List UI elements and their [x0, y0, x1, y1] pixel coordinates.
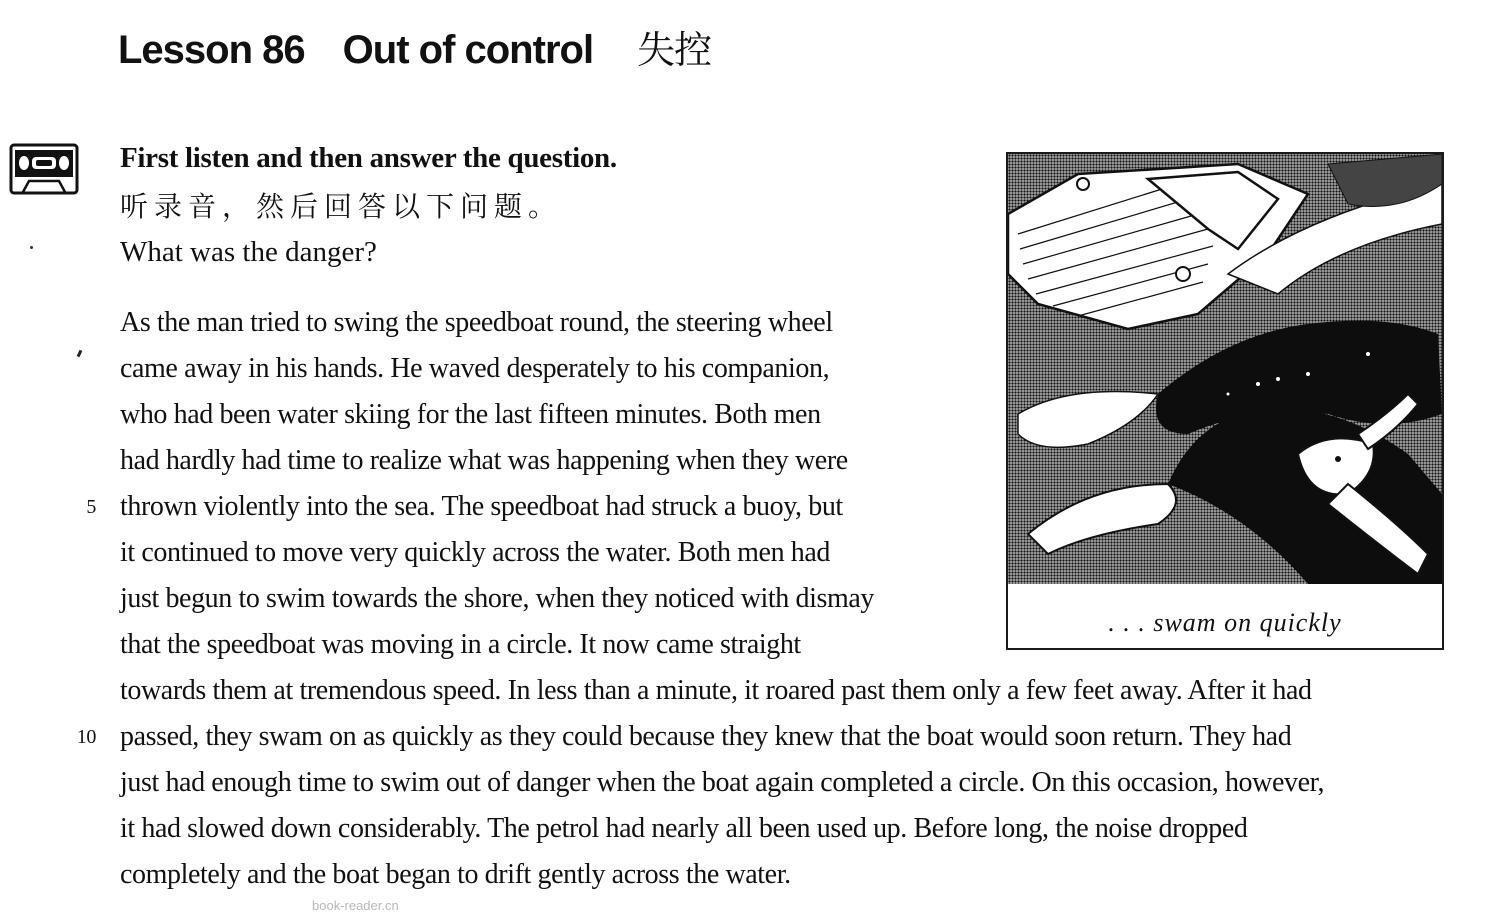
line-number: 10: [76, 726, 96, 748]
passage-line: As the man tried to swing the speedboat round, the steering wheel: [120, 307, 833, 338]
instruction-heading: First listen and then answer the question.: [120, 142, 617, 174]
passage-line: 5 thrown violently into the sea. The speedboat had struck a buoy, but: [120, 484, 843, 530]
lesson-title-english: Out of control: [342, 28, 594, 72]
illustration-caption: . . . swam on quickly: [1108, 608, 1342, 637]
scan-artifact-dot: [30, 246, 33, 249]
lesson-illustration: [1006, 152, 1444, 650]
comprehension-question: What was the danger?: [120, 236, 377, 268]
passage-line: 10 passed, they swam on as quickly as they could because they knew that the boat would soon return. They had: [120, 714, 1291, 760]
passage-line: it continued to move very quickly across the water. Both men had: [120, 537, 831, 568]
passage-line: just had enough time to swim out of danger when the boat again completed a circle. On this occasion, however,: [120, 767, 1325, 798]
illustration-drawing: [1008, 154, 1442, 584]
passage-line: just begun to swim towards the shore, when they noticed with dismay: [120, 583, 874, 614]
speedboat-swimmers-image: [1008, 154, 1442, 584]
passage-line: completely and the boat began to drift gently across the water.: [120, 859, 791, 890]
passage-line: who had been water skiing for the last fifteen minutes. Both men: [120, 399, 821, 430]
lesson-title-chinese: 失控: [637, 30, 712, 72]
passage-line: came away in his hands. He waved desperately to his companion,: [120, 353, 830, 384]
passage-line: that the speedboat was moving in a circle. It now came straight: [120, 629, 801, 660]
lesson-number: Lesson 86: [118, 28, 305, 72]
passage-line: had hardly had time to realize what was happening when they were: [120, 445, 848, 476]
cassette-tape-icon: [9, 143, 79, 195]
watermark: book-reader.cn: [312, 898, 399, 913]
instruction-heading-chinese: 听录音，然后回答以下问题。: [120, 192, 563, 223]
scan-artifact-tick: [77, 350, 83, 358]
passage-line: it had slowed down considerably. The petrol had nearly all been used up. Before long, the noise dropped: [120, 813, 1248, 844]
line-number: 5: [86, 496, 96, 518]
passage-line: towards them at tremendous speed. In less than a minute, it roared past them only a few feet away. After it had: [120, 675, 1312, 706]
lesson-title: [118, 26, 711, 75]
